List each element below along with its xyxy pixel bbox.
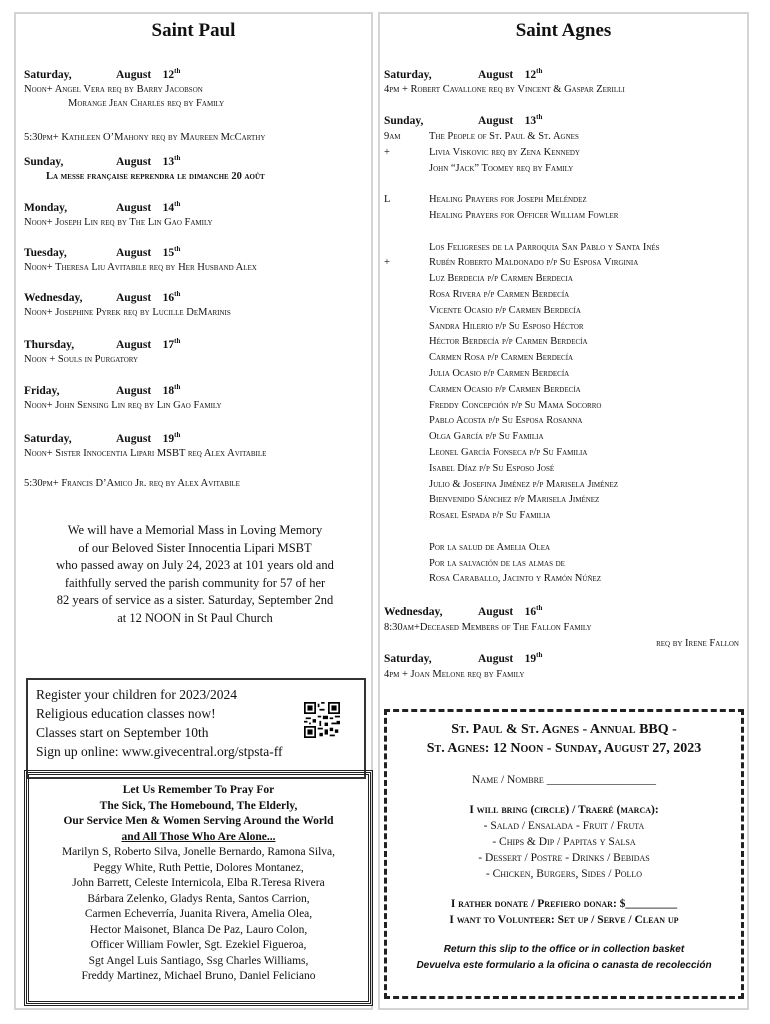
date-label	[116, 338, 180, 353]
date-number: 19	[524, 653, 537, 665]
intention-line: Leonel García Fonseca p/p Su Familia	[429, 447, 588, 458]
memorial-line: 82 years of service as a sister. Saturday, September 2nd	[56, 593, 334, 607]
saint-paul-title: Saint Paul	[151, 20, 236, 41]
month: August	[478, 69, 514, 81]
date-suffix: th	[174, 200, 181, 209]
day-name: Sunday,	[384, 115, 424, 127]
intention-line: Por la salvación de las almas de	[429, 557, 565, 569]
prayer-names: Sgt Angel Luis Santiago, Ssg Charles Williams,	[88, 954, 309, 967]
date-suffix: th	[536, 651, 543, 660]
intention-line: Noon+ Theresa Liu Avitabile req by Her Husband Alex	[24, 262, 257, 273]
date-suffix: th	[174, 67, 181, 76]
intention-line: Por la salud de Amelia Olea	[429, 541, 551, 553]
intention-line: Julia Ocasio p/p Carmen Berdecía	[429, 368, 570, 379]
intention-line: Héctor Berdecía p/p Carmen Berdecía	[429, 336, 588, 348]
date-number: 13	[524, 115, 537, 127]
day-heading	[24, 154, 181, 170]
bring-option[interactable]: - Salad / Ensalada - Fruit / Fruta	[483, 820, 645, 832]
month: August	[116, 433, 152, 445]
prayer-names: Hector Maisonet, Blanca De Paz, Lauro Colon,	[89, 923, 308, 936]
return-instructions: Return this slip to the office or in collection basket	[443, 944, 685, 955]
intention-line: Los Feligreses de la Parroquia San Pablo y Santa Inés	[429, 241, 660, 253]
month: August	[116, 202, 152, 214]
date-suffix: th	[174, 154, 181, 163]
day-heading	[24, 290, 181, 306]
intention-line: Pablo Acosta p/p Su Esposa Rosanna	[429, 415, 583, 427]
date-number: 14	[162, 202, 175, 214]
intention-line: Noon+ Josephine Pyrek req by Lucille DeMarinis	[24, 307, 231, 318]
intention-line: Noon+ Sister Innocentia Lipari MSBT req Alex Avitabile	[24, 448, 267, 459]
month: August	[116, 156, 152, 168]
date-number: 19	[162, 433, 175, 445]
day-name: Monday,	[24, 202, 68, 214]
date-number: 13	[162, 156, 175, 168]
intention-line: 4pm + Joan Melone req by Family	[384, 669, 525, 680]
intention-line: req by Irene Fallon	[656, 638, 739, 649]
bbq-date: St. Agnes: 12 Noon - Sunday, August 27, 2023	[426, 741, 702, 756]
intention-line: The People of St. Paul & St. Agnes	[429, 131, 579, 142]
month: August	[116, 69, 152, 81]
month: August	[116, 247, 152, 259]
date-number: 12	[524, 69, 537, 81]
bbq-title: St. Paul & St. Agnes - Annual BBQ -	[451, 722, 677, 737]
date-suffix: th	[174, 383, 181, 392]
intention-line: Julio & Josefina Jiménez p/p Marisela Jiménez	[429, 478, 619, 490]
memorial-mass-notice	[30, 522, 360, 627]
day-heading	[384, 604, 543, 620]
saint-agnes-title: Saint Agnes	[515, 20, 612, 41]
memorial-line: faithfully served the parish community for 57 of her	[64, 575, 326, 590]
intention-line: 5:30pm+ Francis D’Amico Jr. req by Alex Avitabile	[24, 478, 240, 489]
register-line: Classes start on September 10th	[36, 725, 209, 740]
intention-line: 8:30am+Deceased Members of The Fallon Family	[384, 622, 592, 633]
date-label	[116, 246, 180, 261]
prayer-list-box	[26, 772, 371, 1004]
prayer-heading: Our Service Men & Women Serving Around the World	[63, 815, 334, 827]
bring-heading: I will bring (circle) / Traeré (marca):	[469, 804, 659, 816]
intention-line: Livia Viskovic req by Zena Kennedy	[429, 146, 580, 158]
date-suffix: th	[536, 113, 543, 122]
intention-line: Olga García p/p Su Familia	[429, 431, 544, 443]
day-heading	[384, 67, 543, 83]
date-label	[478, 652, 542, 667]
day-name: Saturday,	[384, 69, 432, 81]
month: August	[478, 653, 514, 665]
day-name: Thursday,	[24, 339, 75, 351]
intention-marker: +	[384, 146, 390, 158]
intention-marker: +	[384, 257, 390, 269]
register-line: Register your children for 2023/2024	[36, 687, 237, 702]
register-line: Religious education classes now!	[36, 706, 216, 721]
intention-line: Isabel Díaz p/p Su Esposo José	[429, 462, 555, 474]
date-label	[116, 155, 180, 170]
date-number: 18	[162, 385, 175, 397]
date-label	[478, 605, 542, 620]
intention-line: Freddy Concepción p/p Su Mama Socorro	[429, 399, 602, 411]
date-number: 15	[162, 247, 175, 259]
intention-line: Noon + Souls in Purgatory	[24, 354, 139, 365]
intention-line: Rosael Espada p/p Su Familia	[429, 510, 551, 522]
bbq-signup-slip	[384, 709, 744, 999]
day-name: Tuesday,	[24, 247, 67, 259]
day-heading	[24, 200, 181, 216]
day-name: Friday,	[24, 385, 60, 397]
day-heading	[24, 431, 181, 447]
day-name: Saturday,	[384, 653, 432, 665]
day-heading	[24, 67, 181, 83]
signup-link[interactable]: Sign up online: www.givecentral.org/stpsta-ff	[36, 744, 283, 759]
bring-option[interactable]: - Dessert / Postre - Drinks / Bebidas	[478, 852, 650, 864]
date-number: 17	[162, 339, 175, 351]
day-name: Saturday,	[24, 433, 72, 445]
memorial-line: of our Beloved Sister Innocentia Lipari MSBT	[78, 540, 312, 555]
intention-line: Vicente Ocasio p/p Carmen Berdecía	[429, 304, 581, 316]
intention-line: Noon+ John Sensing Lin req by Lin Gao Family	[24, 400, 222, 411]
intention-line: Healing Prayers for Officer William Fowler	[429, 210, 619, 221]
date-label	[116, 432, 180, 447]
volunteer-field[interactable]: I want to Volunteer: Set up / Serve / Clean up	[449, 914, 679, 926]
date-label	[116, 291, 180, 306]
intention-line: Sandra Hilerio p/p Su Esposo Héctor	[429, 320, 584, 332]
date-number: 12	[162, 69, 175, 81]
intention-line: Healing Prayers for Joseph Meléndez	[429, 194, 587, 206]
day-heading	[24, 245, 181, 261]
intention-line: Noon+ Joseph Lin req by The Lin Gao Family	[24, 217, 213, 228]
day-name: Wednesday,	[384, 606, 443, 618]
name-field[interactable]: Name / Nombre ___________________	[472, 774, 656, 786]
month: August	[116, 292, 152, 304]
intention-line: John “Jack” Toomey req by Family	[429, 162, 574, 174]
intention-line: Noon+ Angel Vera req by Barry Jacobson	[24, 84, 203, 95]
day-heading	[384, 651, 543, 667]
day-name: Saturday,	[24, 69, 72, 81]
prayer-names: Marilyn S, Roberto Silva, Jonelle Bernardo, Ramona Silva,	[61, 846, 336, 858]
date-suffix: th	[174, 290, 181, 299]
saint-agnes-column	[378, 12, 749, 1010]
date-number: 16	[524, 606, 537, 618]
intention-marker: 9am	[384, 131, 401, 142]
memorial-line: who passed away on July 24, 2023 at 101 years old and	[56, 558, 334, 572]
day-heading	[384, 113, 543, 129]
bring-option[interactable]: - Chicken, Burgers, Sides / Pollo	[485, 868, 643, 880]
bring-option[interactable]: - Chips & Dip / Papitas y Salsa	[492, 836, 636, 848]
month: August	[116, 339, 152, 351]
day-heading	[24, 337, 181, 353]
date-label	[478, 114, 542, 129]
memorial-line: at 12 NOON in St Paul Church	[117, 610, 273, 625]
intention-line: 5:30pm+ Kathleen O’Mahony req by Maureen McCarthy	[24, 132, 266, 143]
prayer-names: Carmen Echeverría, Juanita Rivera, Amelia Olea,	[84, 908, 313, 920]
intention-line: Carmen Ocasio p/p Carmen Berdecía	[429, 383, 581, 395]
intention-line: Rosa Caraballo, Jacinto y Ramón Núñez	[429, 573, 601, 585]
date-label	[116, 201, 180, 216]
qr-code-icon[interactable]	[304, 702, 340, 738]
date-label	[478, 68, 542, 83]
intention-line: Morange Jean Charles req by Family	[68, 98, 225, 109]
religious-education-box	[26, 678, 366, 779]
intention-marker: L	[384, 194, 391, 206]
date-number: 16	[162, 292, 175, 304]
date-suffix: th	[174, 431, 181, 440]
date-suffix: th	[536, 67, 543, 76]
intention-line: Bienvenido Sánchez p/p Marisela Jiménez	[429, 494, 600, 506]
date-label	[116, 384, 180, 399]
day-heading	[24, 383, 181, 399]
prayer-names: Freddy Martinez, Michael Bruno, Daniel Feliciano	[81, 970, 316, 982]
saint-paul-column	[14, 12, 373, 1010]
prayer-heading: and All Those Who Are Alone...	[121, 830, 276, 843]
month: August	[478, 115, 514, 127]
prayer-names: Peggy White, Ruth Pettie, Dolores Montanez,	[93, 861, 304, 874]
intention-line: 4pm + Robert Cavallone req by Vincent & Gaspar Zerilli	[384, 84, 625, 95]
prayer-heading: The Sick, The Homebound, The Elderly,	[99, 799, 298, 812]
date-label	[116, 68, 180, 83]
prayer-names: John Barrett, Celeste Internicola, Elba R.Teresa Rivera	[72, 877, 325, 889]
return-instructions-es: Devuelva este formulario a la oficina o canasta de recolección	[416, 960, 712, 971]
day-name: Sunday,	[24, 156, 64, 168]
intention-line: La messe française reprendra le dimanche 20 août	[46, 171, 265, 182]
day-name: Wednesday,	[24, 292, 83, 304]
prayer-names: Bárbara Zelenko, Gladys Renta, Santos Carrion,	[87, 892, 310, 905]
month: August	[116, 385, 152, 397]
intention-line: Rosa Rivera p/p Carmen Berdecía	[429, 289, 570, 300]
date-suffix: th	[536, 604, 543, 613]
date-suffix: th	[174, 337, 181, 346]
donate-field[interactable]: I rather donate / Prefiero donar: $_________	[450, 898, 678, 910]
intention-line: Rubén Roberto Maldonado p/p Su Esposa Virginia	[429, 257, 639, 269]
intention-line: Luz Berdecia p/p Carmen Berdecia	[429, 273, 573, 285]
intention-line: Carmen Rosa p/p Carmen Berdecía	[429, 352, 574, 364]
memorial-line: We will have a Memorial Mass in Loving Memory	[67, 523, 323, 537]
date-suffix: th	[174, 245, 181, 254]
prayer-names: Officer William Fowler, Sgt. Ezekiel Figueroa,	[90, 939, 307, 951]
month: August	[478, 606, 514, 618]
prayer-heading: Let Us Remember To Pray For	[122, 784, 275, 796]
